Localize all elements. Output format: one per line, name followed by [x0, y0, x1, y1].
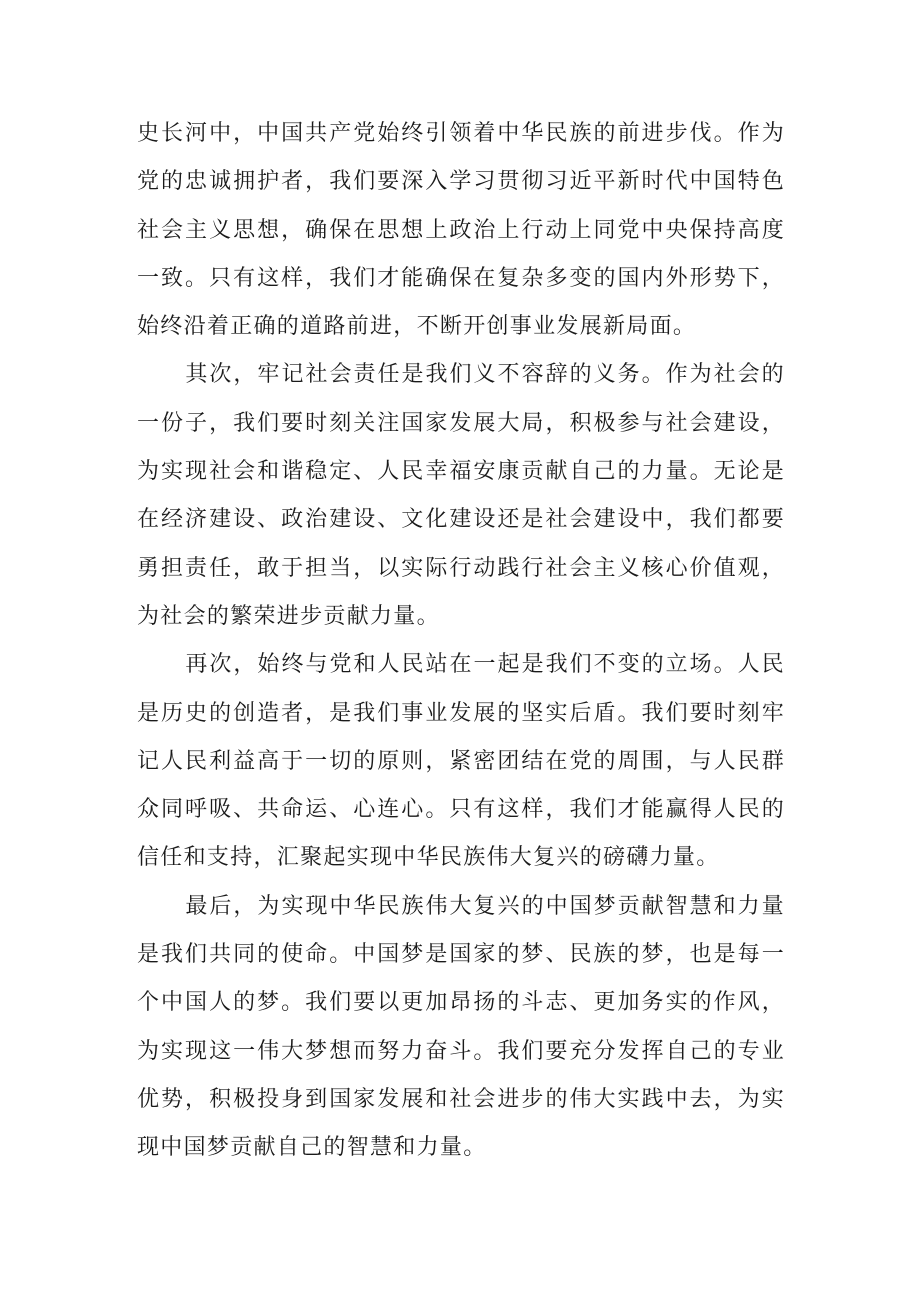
paragraph-last: 最后，为实现中华民族伟大复兴的中国梦贡献智慧和力量是我们共同的使命。中国梦是国家的梦、民族的梦，也是每一个中国人的梦。我们要以更加昂扬的斗志、更加务实的作风，为实现这一伟大梦想而努力奋斗。我们要充分发挥自己的专业优势，积极投身到国家发展和社会进步的伟大实践中去，为实现中国梦贡献自己的智慧和力量。 [137, 893, 785, 1161]
paragraph-third: 再次，始终与党和人民站在一起是我们不变的立场。人民是历史的创造者，是我们事业发展的坚实后盾。我们要时刻牢记人民利益高于一切的原则，紧密团结在党的周围，与人民群众同呼吸、共命运、心连心。只有这样，我们才能赢得人民的信任和支持，汇聚起实现中华民族伟大复兴的磅礴力量。 [137, 652, 785, 871]
document-body [137, 110, 785, 1173]
paragraph-second: 其次，牢记社会责任是我们义不容辞的义务。作为社会的一份子，我们要时刻关注国家发展大局，积极参与社会建设，为实现社会和谐稳定、人民幸福安康贡献自己的力量。无论是在经济建设、政治建设、文化建设还是社会建设中，我们都要勇担责任，敢于担当，以实际行动践行社会主义核心价值观，为社会的繁荣进步贡献力量。 [137, 362, 785, 629]
paragraph-continuation: 史长河中，中国共产党始终引领着中华民族的前进步伐。作为党的忠诚拥护者，我们要深入学习贯彻习近平新时代中国特色社会主义思想，确保在思想上政治上行动上同党中央保持高度一致。只有这样，我们才能确保在复杂多变的国内外形势下，始终沿着正确的道路前进，不断开创事业发展新局面。 [137, 121, 785, 340]
